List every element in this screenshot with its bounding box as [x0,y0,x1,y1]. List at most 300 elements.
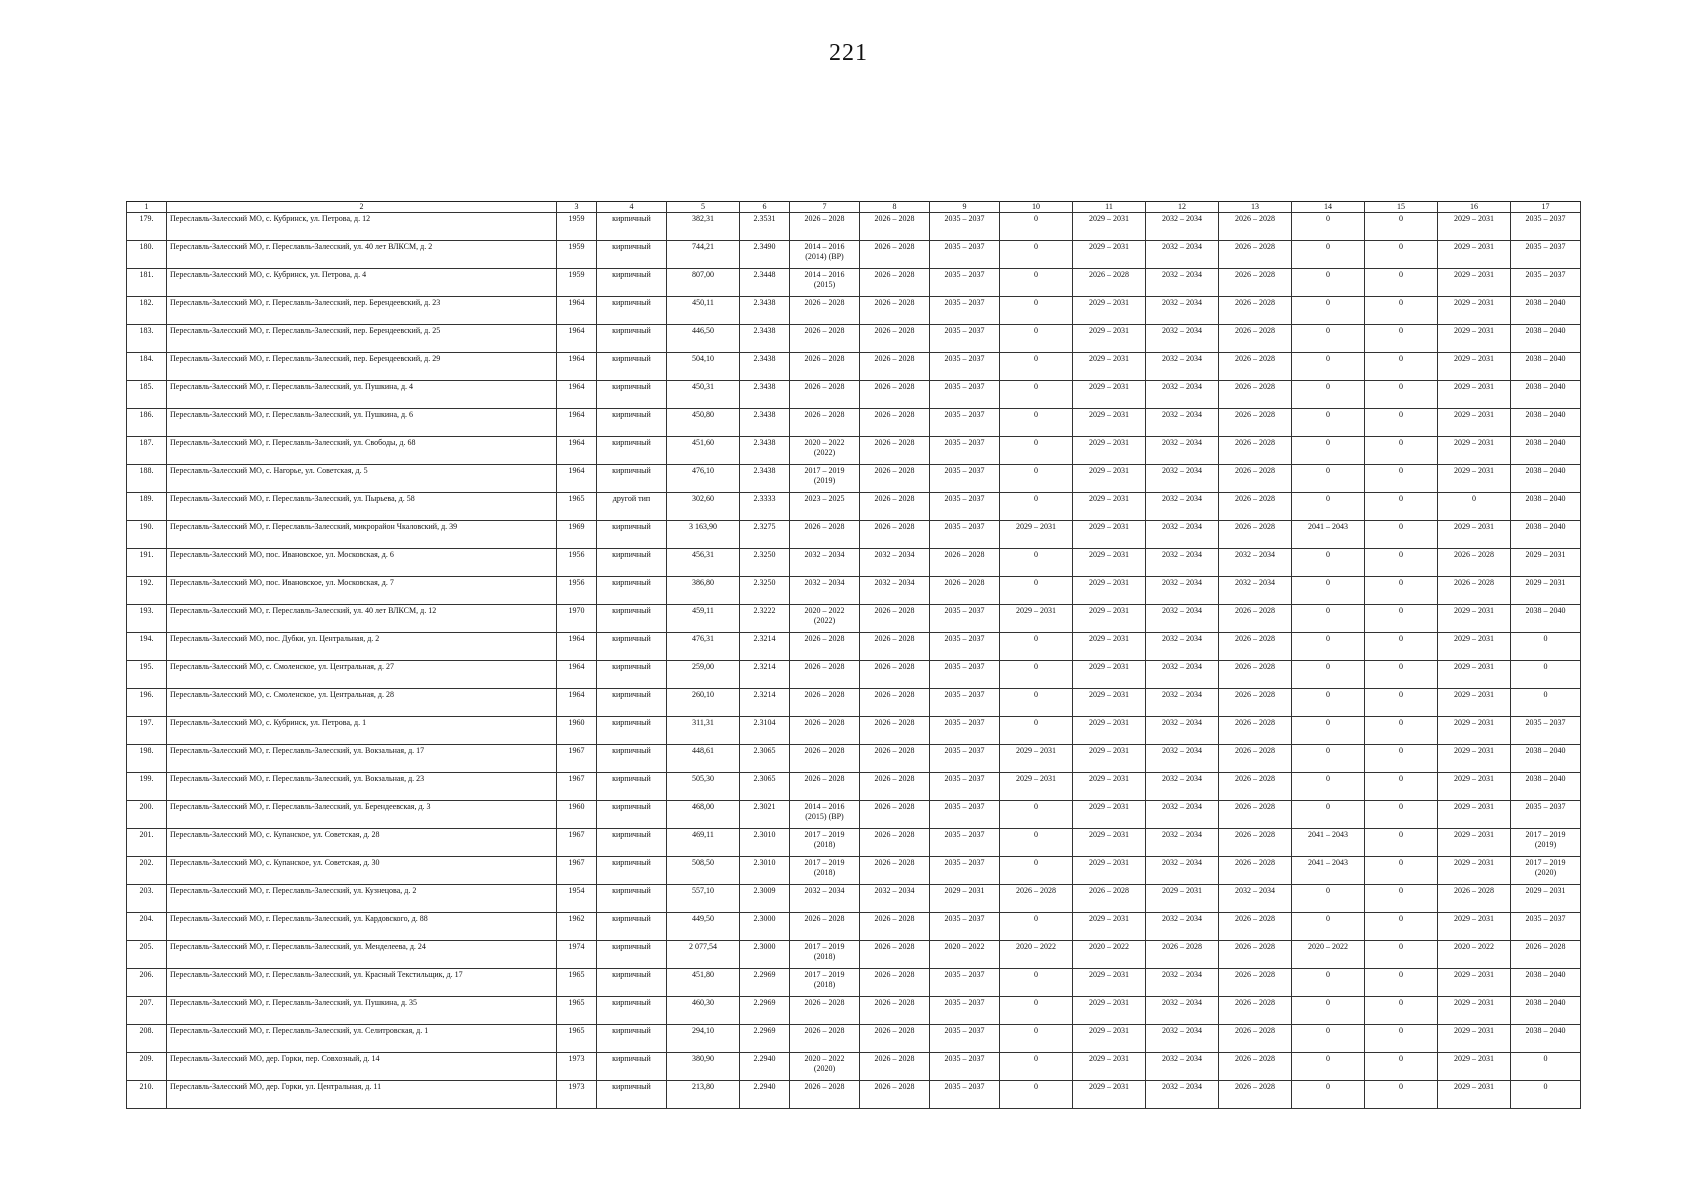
table-cell: 2014 – 2016 (2015) [790,269,860,297]
table-cell: 451,80 [667,969,740,997]
table-cell: 2.3010 [740,857,790,885]
table-cell: 2038 – 2040 [1511,773,1581,801]
table-row [127,941,1581,969]
table-cell: 2029 – 2031 [1073,829,1146,857]
table-row [127,241,1581,269]
table-cell: 2038 – 2040 [1511,381,1581,409]
table-cell: 0 [1292,493,1365,521]
table-cell: 0 [1000,633,1073,661]
table-cell: 213,80 [667,1081,740,1109]
table-cell: 2026 – 2028 [790,661,860,689]
table-cell: 2029 – 2031 [1511,885,1581,913]
table-cell: 1964 [557,633,597,661]
row-number-cell: 179. [127,213,167,241]
table-cell: 2029 – 2031 [1073,493,1146,521]
table-row [127,297,1581,325]
table-cell: 0 [1000,241,1073,269]
table-cell: 2032 – 2034 [1219,549,1292,577]
table-cell: 2029 – 2031 [1000,745,1073,773]
column-header-9: 9 [930,202,1000,213]
table-cell: 2020 – 2022 [1292,941,1365,969]
table-cell: 2038 – 2040 [1511,969,1581,997]
row-number-cell: 188. [127,465,167,493]
table-cell: 2038 – 2040 [1511,465,1581,493]
table-cell: 0 [1292,633,1365,661]
table-cell: 2038 – 2040 [1511,353,1581,381]
row-number-cell: 210. [127,1081,167,1109]
table-cell: 2017 – 2019 (2018) [790,857,860,885]
table-cell: 1964 [557,437,597,465]
table-cell: 2026 – 2028 [790,213,860,241]
table-cell: 2.3250 [740,549,790,577]
table-cell: 0 [1000,577,1073,605]
table-cell: 0 [1292,689,1365,717]
table-cell: 2017 – 2019 (2019) [790,465,860,493]
table-cell: кирпичный [597,521,667,549]
table-cell: 3 163,90 [667,521,740,549]
column-header-4: 4 [597,202,667,213]
table-cell: 0 [1365,213,1438,241]
table-cell: 2029 – 2031 [1073,325,1146,353]
table-cell: 2029 – 2031 [1438,913,1511,941]
table-cell: 2032 – 2034 [790,885,860,913]
table-cell: 0 [1292,213,1365,241]
table-cell: кирпичный [597,241,667,269]
table-cell: 2026 – 2028 [1073,269,1146,297]
table-cell: 0 [1000,325,1073,353]
table-cell: 2029 – 2031 [1073,689,1146,717]
table-cell: 2014 – 2016 (2014) (ВР) [790,241,860,269]
table-cell: 2026 – 2028 [1219,213,1292,241]
table-row [127,493,1581,521]
table-cell: 2029 – 2031 [1438,381,1511,409]
table-cell: 2032 – 2034 [1146,633,1219,661]
housing-register-table [126,201,1581,1109]
table-cell: 0 [1292,381,1365,409]
table-cell: 2035 – 2037 [930,661,1000,689]
table-cell: кирпичный [597,465,667,493]
table-cell: 2.3490 [740,241,790,269]
table-cell: 2.3010 [740,829,790,857]
column-header-10: 10 [1000,202,1073,213]
column-header-16: 16 [1438,202,1511,213]
table-cell: 1964 [557,353,597,381]
column-header-12: 12 [1146,202,1219,213]
table-cell: 2.3438 [740,465,790,493]
table-cell: 2035 – 2037 [930,745,1000,773]
table-cell: 2035 – 2037 [930,493,1000,521]
table-cell: 2029 – 2031 [1073,773,1146,801]
table-cell: 2029 – 2031 [1146,885,1219,913]
table-cell: 2029 – 2031 [1438,857,1511,885]
table-cell: 2035 – 2037 [930,997,1000,1025]
row-number-cell: 193. [127,605,167,633]
table-cell: 2029 – 2031 [1073,1081,1146,1109]
table-cell: 2.2969 [740,969,790,997]
table-cell: 0 [1365,1025,1438,1053]
table-cell: 2026 – 2028 [1219,661,1292,689]
table-row [127,1053,1581,1081]
table-cell: 476,31 [667,633,740,661]
table-cell: 2029 – 2031 [1073,857,1146,885]
table-cell: 2035 – 2037 [930,633,1000,661]
table-cell: 2026 – 2028 [860,241,930,269]
table-cell: 508,50 [667,857,740,885]
table-cell: 2026 – 2028 [1219,801,1292,829]
table-cell: другой тип [597,493,667,521]
table-row [127,213,1581,241]
row-number-cell: 199. [127,773,167,801]
table-cell: 2029 – 2031 [1073,577,1146,605]
table-cell: 2029 – 2031 [1073,801,1146,829]
table-cell: 2026 – 2028 [790,325,860,353]
address-cell: Переславль-Залесский МО, г. Переславль-Залесский, ул. Свободы, д. 68 [167,437,557,465]
row-number-cell: 201. [127,829,167,857]
table-cell: 2029 – 2031 [1438,241,1511,269]
table-cell: 2026 – 2028 [1219,969,1292,997]
table-cell: 2026 – 2028 [860,661,930,689]
table-cell: 2035 – 2037 [930,353,1000,381]
address-cell: Переславль-Залесский МО, с. Смоленское, ул. Центральная, д. 27 [167,661,557,689]
table-cell: 0 [1365,1081,1438,1109]
address-cell: Переславль-Залесский МО, г. Переславль-Залесский, ул. Кузнецова, д. 2 [167,885,557,913]
table-cell: 2026 – 2028 [1219,857,1292,885]
table-cell: 2035 – 2037 [1511,269,1581,297]
table-cell: 2041 – 2043 [1292,521,1365,549]
table-cell: 2.3333 [740,493,790,521]
table-cell: 2032 – 2034 [1146,493,1219,521]
address-cell: Переславль-Залесский МО, с. Нагорье, ул. Советская, д. 5 [167,465,557,493]
table-cell: 2038 – 2040 [1511,997,1581,1025]
address-cell: Переславль-Залесский МО, г. Переславль-Залесский, ул. Пушкина, д. 4 [167,381,557,409]
table-cell: 0 [1292,717,1365,745]
table-cell: кирпичный [597,969,667,997]
table-cell: 0 [1365,465,1438,493]
table-cell: 2029 – 2031 [1073,409,1146,437]
table-cell: кирпичный [597,1053,667,1081]
table-cell: 2.3021 [740,801,790,829]
table-cell: 2032 – 2034 [1146,689,1219,717]
table-cell: 2029 – 2031 [1073,353,1146,381]
table-cell: 456,31 [667,549,740,577]
address-cell: Переславль-Залесский МО, с. Купанское, ул. Советская, д. 30 [167,857,557,885]
table-cell: 2026 – 2028 [1219,717,1292,745]
table-cell: 2035 – 2037 [930,213,1000,241]
row-number-cell: 208. [127,1025,167,1053]
table-cell: 2029 – 2031 [1438,969,1511,997]
table-cell: 2.3222 [740,605,790,633]
table-cell: 2035 – 2037 [930,717,1000,745]
table-cell: 2026 – 2028 [1219,941,1292,969]
table-cell: 2026 – 2028 [790,717,860,745]
table-cell: 1962 [557,913,597,941]
table-cell: 2029 – 2031 [1073,997,1146,1025]
table-cell: 2026 – 2028 [930,549,1000,577]
table-cell: 2032 – 2034 [1146,801,1219,829]
table-cell: 2035 – 2037 [930,381,1000,409]
table-cell: 2035 – 2037 [930,773,1000,801]
table-cell: 2.3250 [740,577,790,605]
table-cell: 0 [1000,297,1073,325]
address-cell: Переславль-Залесский МО, г. Переславль-Залесский, пер. Берендеевский, д. 25 [167,325,557,353]
address-cell: Переславль-Залесский МО, дер. Горки, ул. Центральная, д. 11 [167,1081,557,1109]
table-cell: 2.3438 [740,297,790,325]
table-cell: 0 [1365,689,1438,717]
table-row [127,689,1581,717]
table-cell: 505,30 [667,773,740,801]
table-cell: 2026 – 2028 [860,325,930,353]
table-row [127,633,1581,661]
table-cell: 2029 – 2031 [1511,577,1581,605]
table-cell: 2026 – 2028 [860,297,930,325]
table-cell: 2035 – 2037 [930,325,1000,353]
table-cell: 2026 – 2028 [860,493,930,521]
table-cell: 2029 – 2031 [1073,1053,1146,1081]
table-cell: 2026 – 2028 [1219,409,1292,437]
table-cell: кирпичный [597,941,667,969]
table-cell: 2020 – 2022 (2022) [790,605,860,633]
table-cell: 0 [1365,661,1438,689]
table-cell: 2035 – 2037 [930,1053,1000,1081]
table-cell: 0 [1511,661,1581,689]
table-cell: 2.3448 [740,269,790,297]
table-cell: 0 [1000,549,1073,577]
table-cell: кирпичный [597,577,667,605]
table-cell: 1956 [557,549,597,577]
table-cell: 2029 – 2031 [1438,213,1511,241]
table-row [127,773,1581,801]
table-cell: 459,11 [667,605,740,633]
table-cell: 2032 – 2034 [860,885,930,913]
table-cell: 2032 – 2034 [1146,857,1219,885]
table-cell: 2026 – 2028 [860,829,930,857]
table-cell: 0 [1000,969,1073,997]
table-cell: 2.3009 [740,885,790,913]
table-cell: 446,50 [667,325,740,353]
table-cell: 2026 – 2028 [860,689,930,717]
table-cell: 0 [1000,437,1073,465]
address-cell: Переславль-Залесский МО, г. Переславль-Залесский, ул. Пушкина, д. 35 [167,997,557,1025]
table-cell: 2029 – 2031 [1438,997,1511,1025]
address-cell: Переславль-Залесский МО, г. Переславль-Залесский, ул. Берендеевская, д. 3 [167,801,557,829]
table-cell: 0 [1365,997,1438,1025]
table-cell: 1967 [557,745,597,773]
table-cell: 0 [1365,521,1438,549]
table-row [127,325,1581,353]
table-cell: 2029 – 2031 [1073,241,1146,269]
table-cell: 380,90 [667,1053,740,1081]
table-cell: 2032 – 2034 [1146,1053,1219,1081]
table-cell: 2029 – 2031 [1438,325,1511,353]
table-cell: 2035 – 2037 [930,409,1000,437]
table-cell: 0 [1292,325,1365,353]
table-cell: 260,10 [667,689,740,717]
column-header-15: 15 [1365,202,1438,213]
table-cell: 2032 – 2034 [1146,1081,1219,1109]
table-cell: 0 [1292,1025,1365,1053]
table-cell: 0 [1292,801,1365,829]
column-header-6: 6 [740,202,790,213]
table-row [127,745,1581,773]
table-cell: 1964 [557,689,597,717]
table-cell: 2029 – 2031 [1000,521,1073,549]
table-cell: 2029 – 2031 [1073,549,1146,577]
address-cell: Переславль-Залесский МО, дер. Горки, пер. Совхозный, д. 14 [167,1053,557,1081]
table-cell: 2035 – 2037 [1511,717,1581,745]
row-number-cell: 195. [127,661,167,689]
table-cell: кирпичный [597,549,667,577]
table-cell: 2017 – 2019 (2018) [790,969,860,997]
table-cell: кирпичный [597,801,667,829]
table-cell: 2026 – 2028 [1219,605,1292,633]
table-cell: 2026 – 2028 [860,773,930,801]
table-cell: 2029 – 2031 [1438,717,1511,745]
table-cell: 2029 – 2031 [1073,605,1146,633]
column-number-row [127,202,1581,213]
table-row [127,1025,1581,1053]
table-cell: 2026 – 2028 [860,213,930,241]
table-cell: 2014 – 2016 (2015) (ВР) [790,801,860,829]
table-cell: 2026 – 2028 [1000,885,1073,913]
table-cell: 2.3214 [740,689,790,717]
table-cell: кирпичный [597,1081,667,1109]
table-cell: 2032 – 2034 [1146,717,1219,745]
table-cell: 2029 – 2031 [1438,633,1511,661]
table-cell: 2038 – 2040 [1511,297,1581,325]
column-header-5: 5 [667,202,740,213]
table-cell: 2029 – 2031 [1073,913,1146,941]
table-cell: 1965 [557,997,597,1025]
table-cell: 2026 – 2028 [790,745,860,773]
table-cell: 2026 – 2028 [1438,577,1511,605]
table-cell: 2032 – 2034 [1146,577,1219,605]
column-header-14: 14 [1292,202,1365,213]
table-cell: 2020 – 2022 (2020) [790,1053,860,1081]
table-cell: 2038 – 2040 [1511,493,1581,521]
table-cell: 2032 – 2034 [1146,521,1219,549]
table-cell: 0 [1365,325,1438,353]
table-cell: 2029 – 2031 [1438,465,1511,493]
row-number-cell: 206. [127,969,167,997]
table-cell: 2.2940 [740,1053,790,1081]
table-cell: 0 [1000,353,1073,381]
table-cell: 1973 [557,1081,597,1109]
table-cell: 1959 [557,213,597,241]
table-cell: 2026 – 2028 [860,745,930,773]
table-cell: 2038 – 2040 [1511,521,1581,549]
table-cell: 2026 – 2028 [860,913,930,941]
table-cell: 0 [1292,577,1365,605]
table-cell: 2029 – 2031 [1438,1053,1511,1081]
table-cell: 2029 – 2031 [930,885,1000,913]
table-row [127,549,1581,577]
table-cell: 2029 – 2031 [1073,969,1146,997]
table-cell: 2017 – 2019 (2018) [790,941,860,969]
table-cell: 2.3438 [740,325,790,353]
table-cell: 2020 – 2022 [1073,941,1146,969]
address-cell: Переславль-Залесский МО, г. Переславль-Залесский, ул. Вокзальная, д. 17 [167,745,557,773]
row-number-cell: 180. [127,241,167,269]
table-cell: 2029 – 2031 [1073,521,1146,549]
table-cell: 0 [1365,577,1438,605]
row-number-cell: 194. [127,633,167,661]
table-cell: 2032 – 2034 [1146,773,1219,801]
table-cell: 0 [1000,717,1073,745]
table-cell: 2032 – 2034 [1146,297,1219,325]
table-cell: 0 [1292,269,1365,297]
row-number-cell: 181. [127,269,167,297]
table-cell: 504,10 [667,353,740,381]
table-cell: 0 [1365,1053,1438,1081]
table-cell: 2032 – 2034 [1219,885,1292,913]
table-cell: 0 [1292,745,1365,773]
table-cell: 0 [1292,465,1365,493]
table-cell: 0 [1000,1025,1073,1053]
table-cell: 2038 – 2040 [1511,605,1581,633]
table-cell: 0 [1000,689,1073,717]
table-cell: 1964 [557,297,597,325]
table-cell: 2032 – 2034 [860,549,930,577]
table-cell: 0 [1000,493,1073,521]
table-cell: 2026 – 2028 [860,605,930,633]
row-number-cell: 200. [127,801,167,829]
table-cell: 2026 – 2028 [1219,773,1292,801]
table-cell: 0 [1292,241,1365,269]
table-cell: 0 [1292,969,1365,997]
table-cell: 2035 – 2037 [930,521,1000,549]
table-cell: 2032 – 2034 [790,549,860,577]
table-cell: 0 [1292,1053,1365,1081]
table-cell: 0 [1000,913,1073,941]
table-cell: 259,00 [667,661,740,689]
table-cell: 0 [1000,661,1073,689]
table-cell: 1969 [557,521,597,549]
table-cell: 2032 – 2034 [1146,605,1219,633]
table-cell: кирпичный [597,717,667,745]
table-cell: кирпичный [597,409,667,437]
table-cell: 0 [1365,717,1438,745]
table-cell: 2026 – 2028 [1219,913,1292,941]
table-cell: 807,00 [667,269,740,297]
table-cell: 2029 – 2031 [1073,437,1146,465]
table-row [127,269,1581,297]
table-cell: 2026 – 2028 [1438,549,1511,577]
table-cell: 2032 – 2034 [1219,577,1292,605]
table-cell: 0 [1438,493,1511,521]
table-cell: 0 [1365,801,1438,829]
table-cell: 2029 – 2031 [1073,297,1146,325]
table-cell: 0 [1365,437,1438,465]
table-cell: 2026 – 2028 [1438,885,1511,913]
table-cell: 2026 – 2028 [860,941,930,969]
table-cell: 2029 – 2031 [1438,689,1511,717]
page-number: 221 [829,40,868,66]
table-cell: 2032 – 2034 [1146,661,1219,689]
table-cell: 2026 – 2028 [1219,745,1292,773]
address-cell: Переславль-Залесский МО, г. Переславль-Залесский, ул. Вокзальная, д. 23 [167,773,557,801]
table-cell: 1964 [557,661,597,689]
table-cell: 2035 – 2037 [930,1081,1000,1109]
table-cell: кирпичный [597,913,667,941]
table-cell: 2026 – 2028 [1219,241,1292,269]
table-row [127,969,1581,997]
table-row [127,829,1581,857]
table-cell: 1964 [557,381,597,409]
table-cell: 294,10 [667,1025,740,1053]
table-cell: 2029 – 2031 [1438,605,1511,633]
table-cell: 2026 – 2028 [790,1025,860,1053]
table-cell: 1954 [557,885,597,913]
